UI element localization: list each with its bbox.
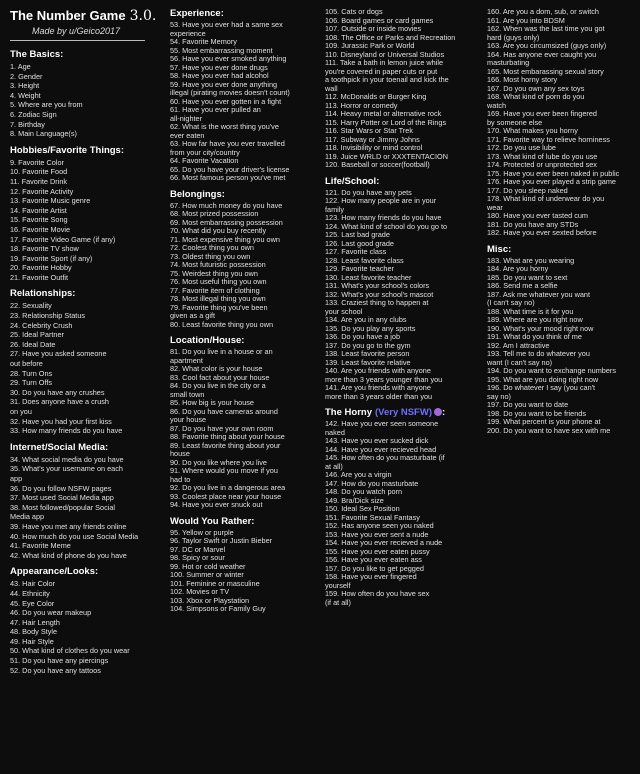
section <box>10 288 160 435</box>
question-item: family <box>325 204 345 214</box>
question-item: 165. Most embarassing sexual story <box>487 66 604 76</box>
question-item: 90. Do you like where you live <box>170 457 267 467</box>
question-item: 17. Favorite Video Game (if any) <box>10 234 116 244</box>
question-item: 199. What percent is your phone at <box>487 417 601 426</box>
question-item: 62. What is the worst thing you've <box>170 122 279 131</box>
question-item: 159. How often do you have sex <box>325 589 430 598</box>
question-item: 49. Hair Style <box>10 636 54 646</box>
question-item: 123. How many friends do you have <box>325 213 442 222</box>
question-list <box>10 301 160 435</box>
question-item: 177. Do you sleep naked <box>487 185 568 195</box>
question-item: 58. Have you ever had alcohol <box>170 71 269 80</box>
question-item: 115. Harry Potter or Lord of the Rings <box>325 117 447 127</box>
question-item: 109. Jurassic Park or World <box>325 41 415 50</box>
question-item: 137. Do you go to the gym <box>325 340 411 350</box>
section <box>487 244 637 436</box>
question-item: app <box>10 473 23 483</box>
question-item: 23. Relationship Status <box>10 311 86 321</box>
question-item: 72. Coolest thing you own <box>170 243 254 252</box>
question-item: 32. Have you had your first kiss <box>10 416 112 426</box>
question-item: 141. Are you friends with anyone <box>325 383 431 392</box>
question-item: 186. Send me a selfie <box>487 281 558 290</box>
question-item: 176. Have you ever played a strip game <box>487 177 616 186</box>
question-item: 3. Height <box>10 81 40 91</box>
author-credit: Made by u/Geico2017 <box>32 26 121 36</box>
question-item: 155. Have you ever eaten pussy <box>325 546 430 556</box>
question-list <box>10 62 160 139</box>
question-list <box>487 257 637 436</box>
section-heading-text: Hobbies/Favorite Things: <box>10 144 125 156</box>
question-item: 154. Have you ever recieved a nude <box>325 538 443 547</box>
question-item: 99. Hot or cold weather <box>170 561 246 571</box>
question-item: 46. Do you wear makeup <box>10 608 92 618</box>
column-4 <box>487 8 637 441</box>
question-item: 134. Are you in any clubs <box>325 315 407 324</box>
question-item: 138. Least favorite person <box>325 349 410 358</box>
question-item: ever eaten <box>170 130 205 140</box>
question-item: 158. Have you ever fingered <box>325 572 417 581</box>
question-item: 168. What kind of porn do you <box>487 92 585 101</box>
question-item: 129. Favorite teacher <box>325 264 394 273</box>
question-item: 82. What color is your house <box>170 364 263 373</box>
question-item: all-nighter <box>170 113 203 123</box>
question-item: 118. Invisibility or mind control <box>325 143 423 152</box>
question-item: 101. Feminine or masculine <box>170 578 260 588</box>
question-item: 190. What's your mood right now <box>487 323 594 333</box>
question-item: 185. Do you want to sext <box>487 272 568 282</box>
question-item: 81. Do you live in a house or an <box>170 347 273 356</box>
question-item: 76. Most useful thing you own <box>170 277 267 286</box>
question-item: 157. Do you like to get pegged <box>325 563 424 573</box>
question-item: 21. Favorite Outfit <box>10 272 68 282</box>
question-item: naked <box>325 427 345 437</box>
question-item: 48. Body Style <box>10 627 58 637</box>
question-item: (I can't say no) <box>487 298 535 307</box>
section <box>10 442 160 561</box>
question-item: 102. Movies or TV <box>170 587 230 596</box>
question-list <box>10 579 160 675</box>
version-label: 3.0. <box>129 8 157 24</box>
question-item: 122. How many people are in your <box>325 196 437 205</box>
question-item: 60. Have you ever gotten in a fight <box>170 96 282 106</box>
question-item: 79. Favorite thing you've been <box>170 302 268 312</box>
question-item: 127. Favorite class <box>325 247 387 256</box>
question-item: experience <box>170 28 206 38</box>
question-item: 89. Least favorite thing about your <box>170 440 281 450</box>
question-item: 187. Ask me whatever you want <box>487 289 591 299</box>
question-list <box>170 529 320 614</box>
question-item: 184. Are you horny <box>487 264 549 273</box>
question-item: 114. Heavy metal or alternative rock <box>325 109 442 118</box>
question-item: 112. McDonalds or Burger King <box>325 92 427 101</box>
question-item: 192. Am I attractive <box>487 340 550 350</box>
question-item: 91. Where would you move if you <box>170 466 278 475</box>
question-item: given as a gift <box>170 311 216 320</box>
section-heading <box>325 407 480 418</box>
question-item: small town <box>170 389 205 399</box>
question-item: 149. Bra/Dick size <box>325 495 384 505</box>
question-item: 63. How far have you ever travelled <box>170 139 285 148</box>
question-item: 11. Favorite Drink <box>10 176 68 186</box>
question-item: 34. What social media do you have <box>10 454 124 464</box>
question-item: 54. Favorite Memory <box>170 37 237 46</box>
question-item: 18. Favorite TV show <box>10 244 79 254</box>
question-item: 188. What time is it for you <box>487 306 574 316</box>
section-heading <box>487 244 637 255</box>
question-item: 45. Eye Color <box>10 598 55 608</box>
question-item: 96. Taylor Swift or Justin Bieber <box>170 536 273 545</box>
question-item: 97. DC or Marvel <box>170 544 226 554</box>
question-item: 111. Take a bath in lemon juice while <box>325 58 444 67</box>
question-item: 88. Favorite thing about your house <box>170 432 285 441</box>
question-item: 68. Most prized possession <box>170 209 259 218</box>
question-list <box>170 348 320 510</box>
question-item: you're covered in paper cuts or put <box>325 66 438 76</box>
question-item: 9. Favorite Color <box>10 157 64 167</box>
question-item: 181. Do you have any STDs <box>487 219 579 229</box>
section <box>487 8 637 238</box>
question-item: 160. Are you a dom, sub, or switch <box>487 8 599 16</box>
question-item: 197. Do you want to date <box>487 400 569 409</box>
question-item: 151. Favorite Sexual Fantasy <box>325 512 420 522</box>
section <box>325 176 480 402</box>
section-heading-text: Experience: <box>170 8 224 19</box>
question-item: 195. What are you doing right now <box>487 374 599 384</box>
question-item: 191. What do you think of me <box>487 332 582 341</box>
question-item: 69. Most embarrassing possession <box>170 217 283 227</box>
question-item: 193. Tell me to do whatever you <box>487 349 590 358</box>
question-item: 148. Do you watch porn <box>325 487 403 496</box>
section-heading <box>170 189 320 200</box>
question-item: house <box>170 449 190 458</box>
question-item: 33. How many friends do you have <box>10 426 123 436</box>
section-heading-text: Relationships: <box>10 288 76 300</box>
question-item: watch <box>487 100 507 110</box>
question-item: 172. Do you use lube <box>487 143 556 152</box>
question-item: 121. Do you have any pets <box>325 187 412 197</box>
section <box>10 145 160 283</box>
question-item: 120. Baseball or soccer(football) <box>325 160 430 169</box>
question-item: 43. Hair Color <box>10 579 56 589</box>
question-item: 147. How do you masturbate <box>325 478 419 488</box>
question-item: 28. Turn Ons <box>10 368 53 378</box>
question-item: 38. Most followed/popular Social <box>10 502 116 512</box>
question-item: 87. Do you have your own room <box>170 423 274 433</box>
column-1 <box>10 8 160 681</box>
question-list <box>487 8 637 238</box>
question-item: 143. Have you ever sucked dick <box>325 436 429 445</box>
question-item: 30. Do you have any crushes <box>10 387 105 397</box>
question-item: 142. Have you ever seen someone <box>325 419 439 428</box>
question-item: 78. Most illegal thing you own <box>170 294 266 303</box>
question-item: 10. Favorite Food <box>10 167 68 177</box>
question-item: a toothpick in your toenail and kick the <box>325 75 449 84</box>
section-heading-text: The Basics: <box>10 49 64 60</box>
question-item: 92. Do you live in a dangerous area <box>170 483 286 492</box>
question-item: 119. Juice WRLD or XXXTENTACION <box>325 151 448 161</box>
question-item: 20. Favorite Hobby <box>10 263 72 273</box>
question-item: 175. Have you ever been naked in public <box>487 168 620 178</box>
question-item: 110. Disneyland or Universal Studios <box>325 49 445 59</box>
question-list <box>325 189 480 402</box>
question-item: from your city/country <box>170 147 240 157</box>
question-item: wall <box>325 83 338 93</box>
question-item: 27. Have you asked someone <box>10 349 107 359</box>
question-item: 51. Do you have any piercings <box>10 656 109 666</box>
question-item: 163. Are you circumsized (guys only) <box>487 41 607 50</box>
question-item: more than 3 years younger than you <box>325 374 443 384</box>
question-item: 37. Most used Social Media app <box>10 493 114 503</box>
section-heading <box>10 49 160 60</box>
question-item: 13. Favorite Music genre <box>10 196 91 206</box>
section <box>10 566 160 675</box>
heading-suffix: : <box>442 407 446 418</box>
question-list <box>170 202 320 330</box>
question-item: 113. Horror or comedy <box>325 100 398 110</box>
question-item: 80. Least favorite thing you own <box>170 319 274 329</box>
question-item: 7. Birthday <box>10 119 45 129</box>
section <box>325 407 480 607</box>
question-item: 83. Cool fact about your house <box>170 372 270 382</box>
question-item: 126. Last good grade <box>325 238 394 248</box>
question-item: 41. Favorite Meme <box>10 541 71 551</box>
question-item: 135. Do you play any sports <box>325 323 416 333</box>
question-item: 52. Do you have any tattoos <box>10 665 101 675</box>
question-item: your school <box>325 306 363 316</box>
section-heading-text: Belongings: <box>170 188 225 200</box>
section-heading-text: Life/School: <box>325 175 380 187</box>
question-item: 65. Do you have your driver's license <box>170 164 290 174</box>
question-item: 35. What's your username on each <box>10 464 123 474</box>
question-item: 14. Favorite Artist <box>10 205 67 215</box>
question-item: 152. Has anyone seen you naked <box>325 521 434 530</box>
section-heading-text: Misc: <box>487 243 512 255</box>
question-item: 93. Coolest place near your house <box>170 491 282 501</box>
question-item: 39. Have you met any friends online <box>10 521 127 531</box>
section-heading-text: Appearance/Looks: <box>10 566 99 578</box>
question-item: 178. What kind of underwear do you <box>487 194 605 203</box>
section-heading <box>325 176 480 187</box>
question-list <box>170 21 320 183</box>
question-item: your house <box>170 415 207 424</box>
question-item: 86. Do you have cameras around <box>170 406 278 416</box>
question-item: 61. Have you ever pulled an <box>170 105 261 114</box>
question-list <box>325 8 480 170</box>
question-item: 1. Age <box>10 62 31 71</box>
question-item: 145. How often do you masturbate (if <box>325 453 445 462</box>
question-item: 67. How much money do you have <box>170 200 283 210</box>
question-item: by someone else <box>487 117 543 127</box>
question-item: 105. Cats or dogs <box>325 8 383 16</box>
question-item: 171. Favorite way to relieve horniness <box>487 134 610 144</box>
ghost-emoji-icon <box>434 408 442 416</box>
question-item: 56. Have you ever smoked anything <box>170 54 287 63</box>
question-item: 2. Gender <box>10 71 43 81</box>
question-item: 85. How big is your house <box>170 398 254 407</box>
question-list <box>10 455 160 561</box>
section-heading <box>170 335 320 346</box>
section <box>170 335 320 510</box>
section-heading <box>10 566 160 577</box>
question-item: 183. What are you wearing <box>487 255 575 265</box>
question-item: 132. What's your school's mascot <box>325 289 434 299</box>
question-item: 194. Do you want to exchange numbers <box>487 366 616 375</box>
section-heading-text: The Horny <box>325 407 372 418</box>
question-item: 24. Celebrity Crush <box>10 320 73 330</box>
section <box>10 49 160 139</box>
question-item: had to <box>170 474 191 484</box>
section <box>170 516 320 614</box>
section-heading <box>10 288 160 299</box>
question-item: 174. Protected or unprotected sex <box>487 160 597 169</box>
question-item: 100. Summer or winter <box>170 570 244 579</box>
question-item: 173. What kind of lube do you use <box>487 151 598 161</box>
question-item: on you <box>10 407 32 416</box>
section-heading <box>170 516 320 527</box>
question-item: 31. Does anyone have a crush <box>10 397 109 407</box>
question-item: 161. Are you into BDSM <box>487 15 565 25</box>
question-list <box>325 420 480 607</box>
question-item: 42. What kind of phone do you have <box>10 550 127 560</box>
question-item: 156. Have you ever eaten ass <box>325 555 422 564</box>
column-2 <box>170 8 320 620</box>
question-item: 59. Have you ever done anything <box>170 79 278 89</box>
question-item: 200. Do you want to have sex with me <box>487 425 611 435</box>
question-item: 26. Ideal Date <box>10 339 56 349</box>
question-item: 50. What kind of clothes do you wear <box>10 646 130 656</box>
question-item: illegal (pirating movies doesn't count) <box>170 88 290 97</box>
question-item: 57. Have you ever done drugs <box>170 62 268 72</box>
question-item: 66. Most famous person you've met <box>170 173 286 182</box>
question-item: 146. Are you a virgin <box>325 470 392 479</box>
question-item: 12. Favorite Activity <box>10 186 74 196</box>
question-item: 53. Have you ever had a same sex <box>170 20 283 29</box>
question-list <box>10 158 160 283</box>
question-item: say no) <box>487 391 511 401</box>
question-item: 144. Have you ever recieved head <box>325 444 437 454</box>
question-item: 94. Have you ever snuck out <box>170 500 263 509</box>
question-item: 25. Ideal Partner <box>10 330 64 340</box>
question-item: 70. What did you buy recently <box>170 226 267 235</box>
question-item: 15. Favorite Song <box>10 215 68 225</box>
question-item: hard (guys only) <box>487 32 540 42</box>
question-item: 182. Have you ever sexted before <box>487 228 597 237</box>
question-item: 167. Do you own any sex toys <box>487 83 585 93</box>
question-item: 136. Do you have a job <box>325 332 401 341</box>
section-heading <box>10 442 160 453</box>
question-item: 6. Zodiac Sign <box>10 109 57 119</box>
question-item: more than 3 years older than you <box>325 391 433 401</box>
question-item: 71. Most expensive thing you own <box>170 234 280 244</box>
column-3 <box>325 8 480 613</box>
question-item: 36. Do you follow NSFW pages <box>10 483 112 493</box>
question-item: 8. Main Language(s) <box>10 129 77 139</box>
section-heading-text: Internet/Social Media: <box>10 441 109 453</box>
question-item: Media app <box>10 512 45 522</box>
nsfw-tag: (Very NSFW) <box>374 407 432 418</box>
question-item: 19. Favorite Sport (if any) <box>10 253 93 263</box>
question-item: 40. How much do you use Social Media <box>10 531 139 541</box>
question-item: 140. Are you friends with anyone <box>325 366 431 375</box>
question-item: 98. Spicy or sour <box>170 553 225 562</box>
question-item: 166. Most horny story <box>487 75 558 84</box>
question-item: 64. Favorite Vacation <box>170 156 239 165</box>
question-item: at all) <box>325 461 343 471</box>
question-item: 4. Weight <box>10 90 41 100</box>
question-item: 47. Hair Length <box>10 617 60 627</box>
section-heading <box>10 145 160 156</box>
question-item: 29. Turn Offs <box>10 378 53 388</box>
question-item: 139. Least favorite relative <box>325 357 411 367</box>
question-item: 130. Least favorite teacher <box>325 272 412 282</box>
title-divider <box>10 40 145 41</box>
question-item: apartment <box>170 355 203 365</box>
title-text: The Number Game <box>10 8 126 23</box>
question-item: wear <box>487 202 503 212</box>
question-item: 180. Have you ever tasted cum <box>487 211 588 220</box>
section <box>170 189 320 330</box>
question-item: 22. Sexuality <box>10 301 52 311</box>
question-item: 117. Subway or Jimmy Johns <box>325 134 420 144</box>
question-item: 162. When was the last time you got <box>487 24 605 33</box>
section-heading-text: Would You Rather: <box>170 515 255 527</box>
question-item: 95. Yellow or purple <box>170 527 234 537</box>
question-item: 77. Favorite item of clothing <box>170 285 260 295</box>
page-title <box>10 8 160 24</box>
question-item: 125. Last bad grade <box>325 230 390 239</box>
question-item: masturbating <box>487 58 530 67</box>
question-item: (if at all) <box>325 597 351 607</box>
question-item: 16. Favorite Movie <box>10 224 71 234</box>
question-item: 84. Do you live in the city or a <box>170 381 266 390</box>
question-item: 73. Oldest thing you own <box>170 251 251 261</box>
section <box>325 8 480 170</box>
question-item: 133. Craziest thing to happen at <box>325 298 429 307</box>
question-item: 153. Have you ever sent a nude <box>325 529 429 539</box>
question-item: out before <box>10 359 43 369</box>
question-item: 131. What's your school's colors <box>325 281 430 290</box>
question-item: 5. Where are you from <box>10 100 83 110</box>
question-item: 169. Have you ever been fingered <box>487 109 597 118</box>
section <box>170 8 320 183</box>
question-item: 189. Where are you right now <box>487 315 583 324</box>
question-item: 198. Do you want to be friends <box>487 408 586 418</box>
question-item: 44. Ethnicity <box>10 588 50 598</box>
question-item: 55. Most embarrassing moment <box>170 45 273 55</box>
question-item: 150. Ideal Sex Position <box>325 504 400 513</box>
question-item: 108. The Office or Parks and Recreation <box>325 32 456 42</box>
question-item: 124. What kind of school do you go to <box>325 221 448 231</box>
question-item: 75. Weirdest thing you own <box>170 268 258 278</box>
question-item: 164. Has anyone ever caught you <box>487 49 597 59</box>
question-item: 106. Board games or card games <box>325 15 434 25</box>
section-heading-text: Location/House: <box>170 335 245 346</box>
question-item: yourself <box>325 580 351 590</box>
question-item: 128. Least favorite class <box>325 255 404 265</box>
question-item: 103. Xbox or Playstation <box>170 595 250 605</box>
question-item: 74. Most futuristic possession <box>170 260 266 269</box>
question-item: 104. Simpsons or Family Guy <box>170 604 266 613</box>
question-item: want (I can't say no) <box>487 357 553 367</box>
question-item: 107. Outside or inside movies <box>325 24 422 33</box>
question-item: 196. Do whatever I say (you can't <box>487 383 596 392</box>
section-heading <box>170 8 320 19</box>
question-item: 116. Star Wars or Star Trek <box>325 126 413 135</box>
question-item: 170. What makes you horny <box>487 126 578 135</box>
